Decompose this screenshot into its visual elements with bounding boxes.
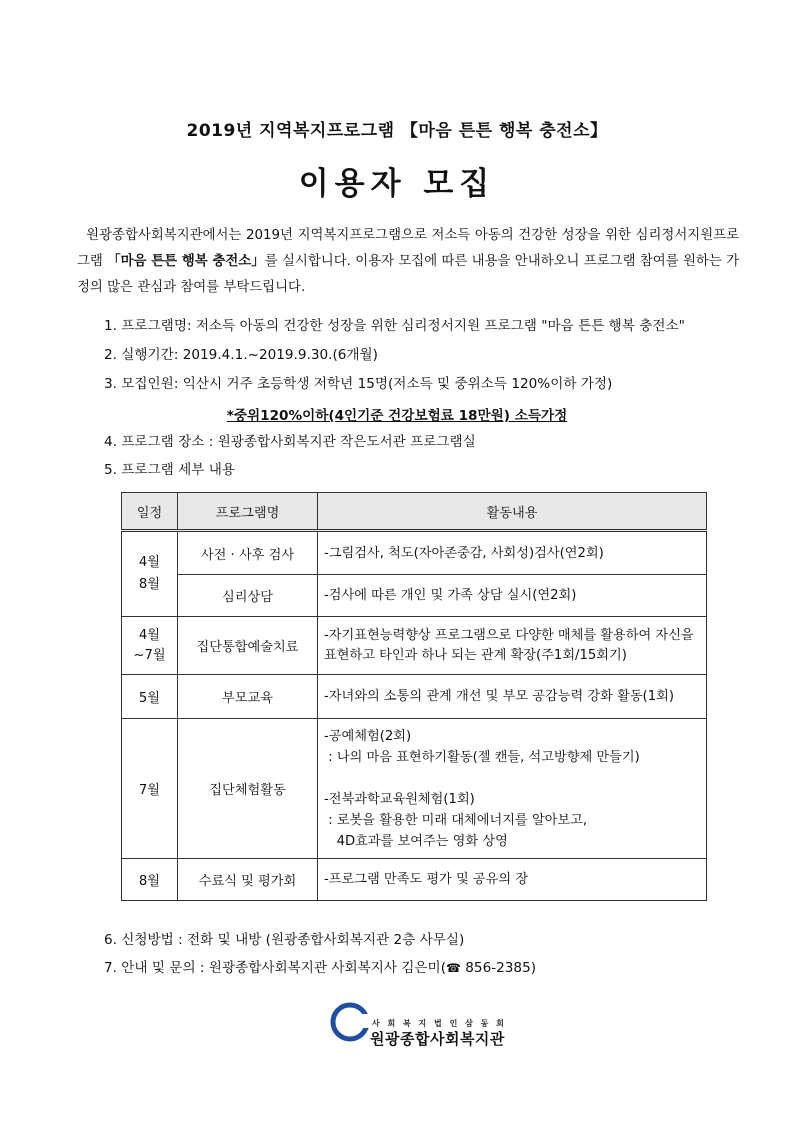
item-location: 4. 프로그램 장소 : 원광종합사회복지관 작은도서관 프로그램실 (104, 434, 476, 450)
table-row (122, 575, 707, 617)
schedule-cell: 4월 ~7월 (122, 617, 178, 675)
activity-line: -공예체험(2회) (324, 728, 412, 744)
intro-part1: 원광종합사회복지관에서는 2019년 지역복지프로그램으로 저소득 아동의 건강한 성장을 위한 심리정서지원프로그램 (77, 228, 740, 269)
item-recruitment: 3. 모집인원: 익산시 거주 초등학생 저학년 15명(저소득 및 중위소득 120%이하 가정) (104, 376, 613, 392)
table-row (122, 617, 707, 675)
table-row (122, 675, 707, 719)
schedule-cell: 5월 (122, 675, 178, 719)
activity-cell: -프로그램 만족도 평가 및 공유의 장 (318, 859, 707, 901)
activity-cell: -그림검사, 척도(자아존중감, 사회성)검사(연2회) (318, 531, 707, 575)
income-note-text: *중위120%이하(4인기준 건강보험료 18만원) 소득가정 (226, 408, 568, 424)
item-program-name: 1. 프로그램명: 저소득 아동의 건강한 성장을 위한 심리정서지원 프로그램 "마음 튼튼 행복 충전소" (104, 318, 685, 334)
intro-program-name: 「마음 튼튼 행복 충전소」 (107, 254, 265, 269)
item-period: 2. 실행기간: 2019.4.1.~2019.9.30.(6개월) (104, 347, 378, 363)
table-row (122, 719, 707, 859)
program-cell: 집단체험활동 (178, 719, 318, 859)
item-details-heading: 5. 프로그램 세부 내용 (104, 462, 235, 478)
telephone-icon: ☎ (446, 961, 461, 975)
contact-text: 7. 안내 및 문의 : 원광종합사회복지관 사회복지사 김은미( (104, 960, 446, 976)
program-cell: 집단통합예술치료 (178, 617, 318, 675)
item-application: 6. 신청방법 : 전화 및 내방 (원광종합사회복지관 2층 사무실) (104, 932, 465, 948)
activity-cell: -검사에 따른 개인 및 가족 상담 실시(연2회) (318, 575, 707, 617)
activity-line: : 로봇을 활용한 미래 대체에너지를 알아보고, (324, 812, 588, 828)
table-row (122, 859, 707, 901)
program-cell: 심리상담 (178, 575, 318, 617)
schedule-cell: 7월 (122, 719, 178, 859)
activity-cell: -자기표현능력향상 프로그램으로 다양한 매체를 활용하여 자신을 표현하고 타인과 하나 되는 관계 확장(주1회/15회기) (318, 617, 707, 675)
header-program: 프로그램명 (178, 493, 318, 531)
program-cell: 부모교육 (178, 675, 318, 719)
activity-line: : 나의 마음 표현하기활동(젤 캔들, 석고방향제 만들기) (324, 749, 640, 765)
table-header-row (122, 493, 707, 531)
organization-logo (330, 1000, 530, 1050)
won-circle-seal-icon (330, 1000, 374, 1044)
activity-line: -전북과학교육원체험(1회) (324, 791, 475, 807)
item-contact (104, 958, 744, 978)
document-subtitle: 2019년 지역복지프로그램 【마음 튼튼 행복 충전소】 (186, 121, 608, 141)
schedule-cell: 4월 8월 (122, 531, 178, 617)
program-cell: 수료식 및 평가회 (178, 859, 318, 901)
header-activity: 활동내용 (318, 493, 707, 531)
document-title: 이용자 모집 (298, 166, 496, 202)
contact-phone: 856-2385) (465, 960, 537, 976)
organization-subtitle: 사 회 복 지 법 인 삼 동 회 (372, 1019, 507, 1028)
organization-name: 원광종합사회복지관 (370, 1030, 505, 1048)
header-schedule: 일정 (122, 493, 178, 531)
activity-cell (318, 719, 707, 859)
table-row (122, 531, 707, 575)
activity-cell: -자녀와의 소통의 관계 개선 및 부모 공감능력 강화 활동(1회) (318, 675, 707, 719)
schedule-table (121, 492, 707, 901)
activity-line (324, 768, 700, 789)
program-cell: 사전 · 사후 검사 (178, 531, 318, 575)
income-note (0, 404, 794, 424)
activity-line: 4D효과를 보여주는 영화 상영 (324, 833, 508, 849)
intro-paragraph (77, 223, 739, 301)
schedule-cell: 8월 (122, 859, 178, 901)
intro-part2: 를 실시합니다. 이용자 모집에 따른 내용을 안내하오니 프로그램 참여를 원하는 가정의 많은 관심과 참여를 부탁드립니다. (77, 254, 739, 295)
